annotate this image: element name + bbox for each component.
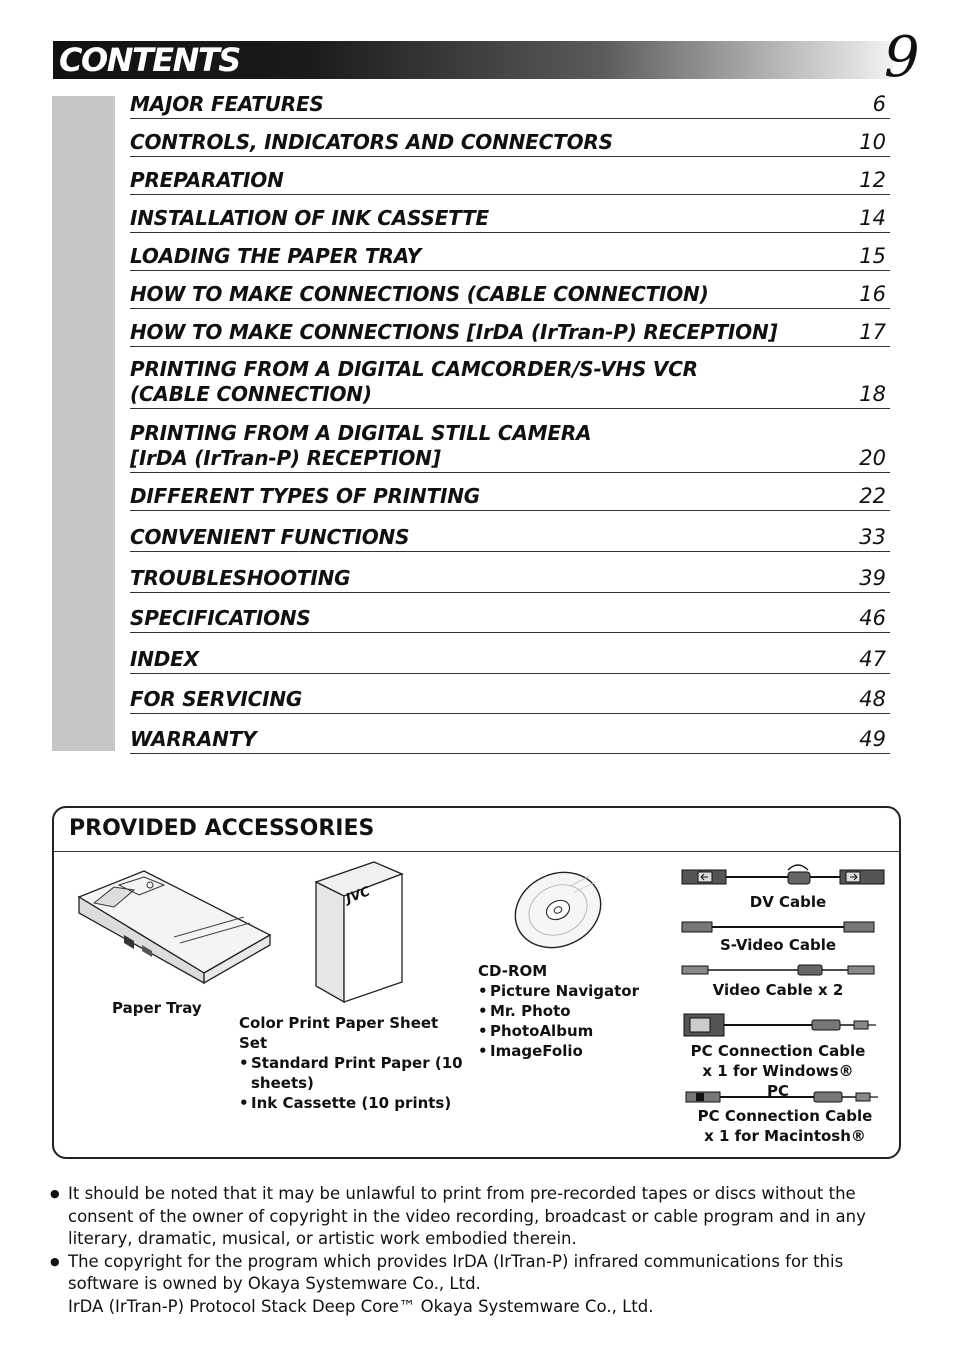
toc-title: PRINTING FROM A DIGITAL STILL CAMERA [IrDA (IrTran-P) RECEPTION]	[130, 421, 592, 470]
pc-mac-cable-line1: PC Connection Cable	[697, 1107, 873, 1125]
toc-row[interactable]	[130, 204, 890, 233]
page-title: CONTENTS	[59, 41, 240, 79]
toc-title: INDEX	[130, 647, 199, 671]
toc-row[interactable]	[130, 280, 890, 309]
copyright-notes	[50, 1183, 900, 1318]
video-cable-label: Video Cable x 2	[712, 981, 844, 999]
toc-row[interactable]	[130, 90, 890, 119]
toc-row[interactable]	[130, 482, 890, 511]
toc-row[interactable]	[130, 166, 890, 195]
toc-row[interactable]	[130, 604, 890, 633]
toc-title: CONVENIENT FUNCTIONS	[130, 525, 410, 549]
toc-title: FOR SERVICING	[130, 687, 303, 711]
list-item: • Picture Navigator	[478, 981, 648, 1001]
video-cable-icon	[680, 962, 876, 978]
toc-title: PRINTING FROM A DIGITAL CAMCORDER/S-VHS VCR (CABLE CONNECTION)	[130, 357, 698, 406]
toc-title: CONTROLS, INDICATORS AND CONNECTORS	[130, 130, 613, 154]
cd-rom-label	[478, 961, 648, 1061]
toc-page: 14	[859, 206, 886, 230]
toc-page: 22	[859, 484, 886, 508]
accessories-divider	[54, 851, 899, 852]
toc-page: 47	[859, 647, 886, 671]
pc-mac-cable-label	[690, 1106, 880, 1146]
paper-tray-label: Paper Tray	[112, 999, 202, 1017]
toc-page: 46	[859, 606, 886, 630]
toc-row[interactable]	[130, 128, 890, 157]
jvc-logo: JVC	[344, 884, 373, 907]
cd-rom-items	[478, 981, 648, 1061]
toc-page: 39	[859, 566, 886, 590]
toc-row[interactable]	[130, 318, 890, 347]
toc-page: 17	[859, 320, 886, 344]
s-video-cable-label: S-Video Cable	[719, 936, 837, 954]
toc-row[interactable]	[130, 645, 890, 674]
toc-row[interactable]	[130, 420, 890, 473]
list-item: • Standard Print Paper (10 sheets)	[239, 1053, 469, 1093]
toc-page: 12	[859, 168, 886, 192]
toc-page: 15	[859, 244, 886, 268]
paper-tray-illustration	[74, 865, 274, 985]
toc-title: LOADING THE PAPER TRAY	[130, 244, 421, 268]
toc-row[interactable]	[130, 685, 890, 714]
toc-title: PREPARATION	[130, 168, 284, 192]
toc-row[interactable]	[130, 356, 890, 409]
cd-rom-illustration	[510, 866, 610, 951]
dv-cable-label: DV Cable	[749, 893, 827, 911]
toc-side-stripe	[52, 96, 115, 751]
cd-rom-title: CD-ROM	[478, 962, 548, 980]
note-item: ● The copyright for the program which provides IrDA (IrTran-P) infrared communications for this software is owned by Okaya Systemware Co., Ltd.	[50, 1251, 900, 1296]
list-item: • Ink Cassette (10 prints)	[239, 1093, 469, 1113]
toc-title: WARRANTY	[130, 727, 257, 751]
list-item: • ImageFolio	[478, 1041, 648, 1061]
pc-mac-cable-line2: x 1 for Macintosh®	[704, 1127, 866, 1145]
paper-set-items	[239, 1053, 469, 1113]
toc-title: MAJOR FEATURES	[130, 92, 324, 116]
toc-row[interactable]	[130, 564, 890, 593]
paper-set-title: Color Print Paper Sheet Set	[239, 1014, 439, 1052]
toc-page: 49	[859, 727, 886, 751]
toc-page: 20	[859, 446, 886, 470]
toc-page: 6	[872, 92, 886, 116]
paper-set-label	[239, 1013, 469, 1113]
pc-mac-cable-icon	[684, 1089, 880, 1105]
toc-page: 16	[859, 282, 886, 306]
toc-page: 18	[859, 382, 886, 406]
toc-title: SPECIFICATIONS	[130, 606, 311, 630]
list-item: • Mr. Photo	[478, 1001, 648, 1021]
toc-page: 33	[859, 525, 886, 549]
toc-title: HOW TO MAKE CONNECTIONS [IrDA (IrTran-P) RECEPTION]	[130, 320, 778, 344]
toc-title: HOW TO MAKE CONNECTIONS (CABLE CONNECTION)	[130, 282, 709, 306]
toc-title: TROUBLESHOOTING	[130, 566, 351, 590]
paper-box-illustration	[312, 860, 407, 1005]
contents-header-bar	[53, 41, 893, 79]
page-number: 9	[884, 25, 920, 90]
accessories-title: PROVIDED ACCESSORIES	[69, 816, 375, 841]
note-extra: IrDA (IrTran-P) Protocol Stack Deep Core™ Okaya Systemware Co., Ltd.	[68, 1296, 654, 1316]
toc-page: 10	[859, 130, 886, 154]
toc-page: 48	[859, 687, 886, 711]
pc-windows-cable-icon	[682, 1012, 878, 1038]
list-item: • PhotoAlbum	[478, 1021, 648, 1041]
s-video-cable-icon	[680, 918, 876, 936]
note-item: ● It should be noted that it may be unlawful to print from pre-recorded tapes or discs without the consent of the owner of copyright in the video recording, broadcast or cable program and in any literary, dramatic, musical, or artistic work embodied therein.	[50, 1183, 900, 1251]
toc-title: INSTALLATION OF INK CASSETTE	[130, 206, 489, 230]
toc-row[interactable]	[130, 523, 890, 552]
dv-cable-icon	[680, 862, 886, 892]
toc-title: DIFFERENT TYPES OF PRINTING	[130, 484, 480, 508]
pc-windows-cable-line2: x 1 for Windows® PC	[702, 1062, 854, 1100]
toc-row[interactable]	[130, 725, 890, 754]
toc-row[interactable]	[130, 242, 890, 271]
pc-windows-cable-line1: PC Connection Cable	[690, 1042, 866, 1060]
